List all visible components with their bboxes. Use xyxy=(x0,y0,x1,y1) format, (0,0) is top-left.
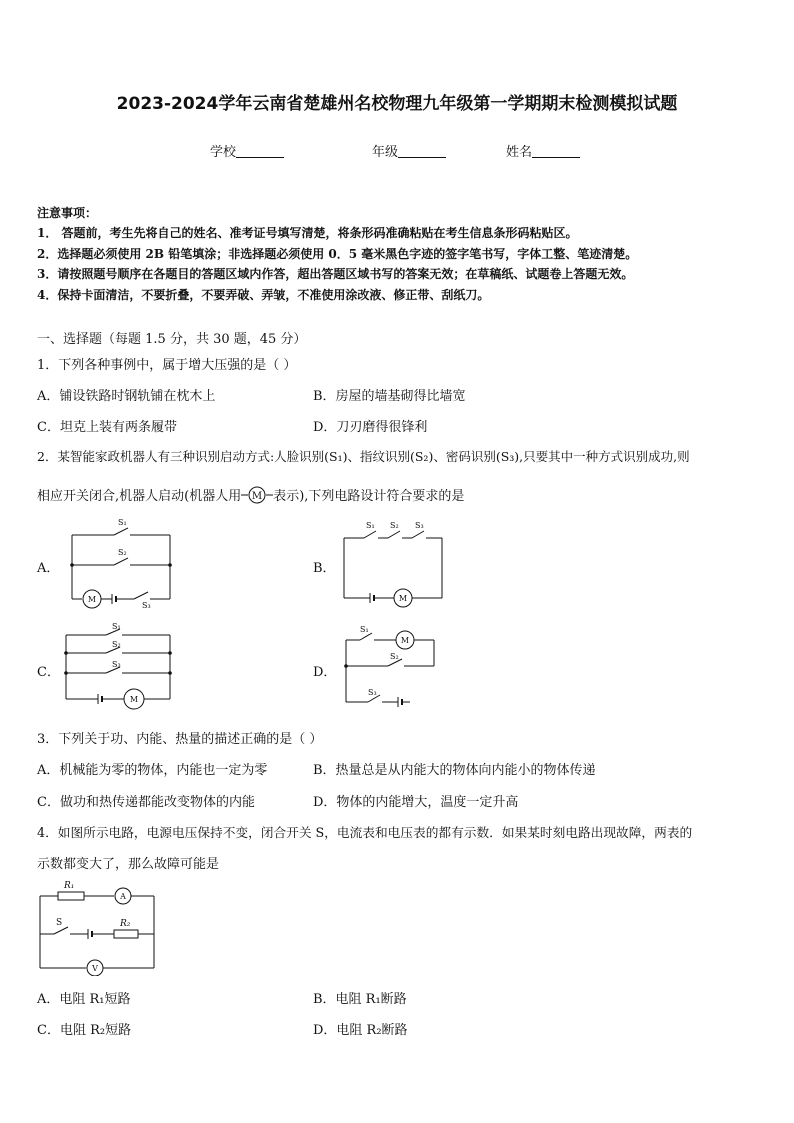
q3-option-c: C．做功和热传递都能改变物体的内能 xyxy=(37,795,255,810)
switch-s1-label: S₁ xyxy=(366,521,375,530)
grade-label: 年级 xyxy=(372,145,399,160)
section-heading: 一、选择题（每题 1.5 分，共 30 题，45 分） xyxy=(37,332,307,347)
circuit-diagram-a xyxy=(62,515,182,610)
switch-s2-label: S₂ xyxy=(390,652,399,661)
circuit-diagram-c xyxy=(58,620,183,712)
grade-field xyxy=(372,141,446,160)
name-field xyxy=(506,141,580,160)
q2-stem-line2 xyxy=(37,485,464,504)
page-title: 2023-2024学年云南省楚雄州名校物理九年级第一学期期末检测模拟试题 xyxy=(116,94,678,114)
motor-symbol-icon xyxy=(241,486,273,504)
switch-s2-label: S₂ xyxy=(112,640,121,649)
switch-s1-label: S₁ xyxy=(360,625,369,634)
q4-option-b: B．电阻 R₁断路 xyxy=(313,992,407,1007)
q2-option-b-label: B． xyxy=(313,561,336,576)
q1-stem: 1．下列各种事例中，属于增大压强的是（ ） xyxy=(37,358,297,373)
resistor-r2-label: R₂ xyxy=(120,919,131,929)
switch-s2-label: S₂ xyxy=(390,521,399,530)
school-blank xyxy=(236,145,284,158)
switch-s3-label: S₃ xyxy=(368,688,377,697)
q1-option-c: C．坦克上装有两条履带 xyxy=(37,420,177,435)
name-label: 姓名 xyxy=(506,145,533,160)
q3-option-b: B．热量总是从内能大的物体向内能小的物体传递 xyxy=(313,763,596,778)
switch-s3-label: S₃ xyxy=(142,601,151,610)
q3-stem: 3．下列关于功、内能、热量的描述正确的是（ ） xyxy=(37,732,323,747)
q4-option-c: C．电阻 R₂短路 xyxy=(37,1023,132,1038)
motor-symbol-label: M xyxy=(252,491,263,502)
motor-label: M xyxy=(87,595,97,604)
note-item: 1． 答题前，考生先将自己的姓名、准考证号填写清楚，将条形码准确粘贴在考生信息条形码粘贴区。 xyxy=(37,226,578,240)
note-item: 4．保持卡面清洁，不要折叠，不要弄破、弄皱，不准使用涂改液、修正带、刮纸刀。 xyxy=(37,288,490,302)
q1-option-d: D．刀刃磨得很锋利 xyxy=(313,420,428,435)
school-label: 学校 xyxy=(210,145,237,160)
name-blank xyxy=(532,145,580,158)
switch-s1-label: S₁ xyxy=(118,518,127,527)
note-item: 3．请按照题号顺序在各题目的答题区域内作答，超出答题区域书写的答案无效；在草稿纸、试题卷上答题无效。 xyxy=(37,267,634,281)
motor-label: M xyxy=(398,594,408,603)
circuit-diagram-d xyxy=(340,622,440,712)
q4-stem-line2: 示数都变大了，那么故障可能是 xyxy=(37,857,220,872)
circuit-diagram-q4 xyxy=(34,876,164,976)
switch-s3-label: S₃ xyxy=(112,660,121,669)
circuit-diagram-b xyxy=(338,518,448,610)
motor-label: M xyxy=(400,636,410,645)
switch-s3-label: S₃ xyxy=(415,521,424,530)
switch-s2-label: S₂ xyxy=(118,548,127,557)
motor-label: M xyxy=(129,695,139,704)
q2-stem-line1: 2．某智能家政机器人有三种识别启动方式:人脸识别(S₁)、指纹识别(S₂)、密码识别(S₃),只要其中一种方式识别成功,则 xyxy=(37,449,690,464)
q2-option-a-label: A． xyxy=(37,561,60,576)
ammeter-icon: A xyxy=(120,892,126,901)
q1-option-a: A．铺设铁路时钢轨铺在枕木上 xyxy=(37,389,216,404)
q3-option-a: A．机械能为零的物体，内能也一定为零 xyxy=(37,763,268,778)
grade-blank xyxy=(398,145,446,158)
notes-heading: 注意事项： xyxy=(37,206,98,220)
note-item: 2．选择题必须使用 2B 铅笔填涂；非选择题必须使用 0．5 毫米黑色字迹的签字笔书写，字体工整、笔迹清楚。 xyxy=(37,247,638,261)
q4-stem-line1: 4．如图所示电路，电源电压保持不变，闭合开关 S，电流表和电压表的都有示数．如果某时刻电路出现故障，两表的 xyxy=(37,825,693,840)
q4-option-a: A．电阻 R₁短路 xyxy=(37,992,131,1007)
switch-s1-label: S₁ xyxy=(112,622,121,631)
q2-stem-part2: 表示),下列电路设计符合要求的是 xyxy=(273,489,465,504)
q3-option-d: D．物体的内能增大，温度一定升高 xyxy=(313,795,519,810)
switch-s-label: S xyxy=(56,918,63,928)
resistor-r1-label: R₁ xyxy=(64,881,75,891)
q2-stem-part1: 相应开关闭合,机器人启动(机器人用 xyxy=(37,489,242,504)
q4-option-d: D．电阻 R₂断路 xyxy=(313,1023,408,1038)
school-field xyxy=(210,141,284,160)
q2-option-c-label: C． xyxy=(37,665,60,680)
q1-option-b: B．房屋的墙基砌得比墙宽 xyxy=(313,389,466,404)
voltmeter-icon: V xyxy=(92,964,98,973)
q2-option-d-label: D． xyxy=(313,665,337,680)
